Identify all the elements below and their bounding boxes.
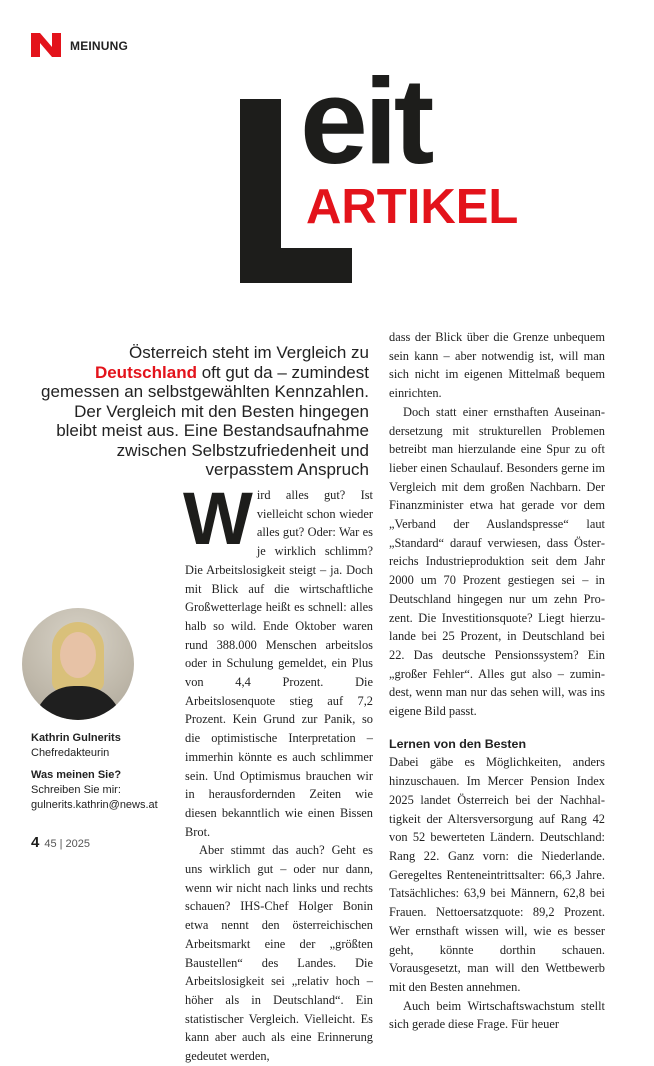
title-part1: eit — [300, 53, 431, 189]
title-letter-l-bar — [240, 248, 352, 283]
issue-number: 45 | 2025 — [44, 838, 91, 850]
author-photo — [22, 608, 134, 720]
author-name: Kathrin Gulnerits — [31, 732, 121, 744]
paragraph — [183, 477, 373, 841]
article-column-2 — [389, 328, 605, 1034]
article-column-1 — [183, 477, 373, 1066]
paragraph: Doch statt einer ernsthaften Auseinandersetzung mit strukturellen Problemen betreibt man hierzulande eine Spur zu oft lieber einen Schaulauf. Besonders gerne im Vergleich mit dem großen Nachbarn. Der Finanzminister etwa hat gerade vor dem „Verband der Auslandspresse“ laut „Standard“ darauf verwiesen, dass Österreichs Industrieproduktion seit dem Jahr 2000 um 70 Prozent gestiegen sei – in Deutschland hingegen nur um zehn Prozent. Die Investitionsquote? Liegt hierzulande bei 25 Prozent, in Deutschland bei 22. Das deutsche Pensionssystem? Ein „großer Fehler“. Alles gut also – zumindest, wenn man nur das sehen will, was ins eigene Bild passt. — [389, 404, 605, 719]
intro-lead — [30, 343, 369, 480]
reader-cta — [31, 768, 158, 813]
intro-highlight: Deutschland — [94, 362, 197, 382]
paragraph: Dabei gäbe es Möglichkeiten, anders hinzuschauen. Im Mercer Pension Index 2025 landet Österreich bei der Nachhaltigkeit der Altersversorgung auf Rang 42 von 52 bewerteten Ländern. Deutschland: Rang 22. Ganz vorn: die Niederlande. Geregeltes Renteneintrittsalter: 66,3 Jahre. Tatsächliches: 63,9 bei Männern, 62,8 bei Frauen. Nettoersatzquote: 89,2 Prozent. Wer ernsthaft wissen will, wie es besser geht, könnte dorthin schauen. Vorausgesetzt, man will den Wettbewerb mit den Besten annehmen. — [389, 755, 605, 994]
intro-text: Österreich steht im Vergleich zu — [129, 343, 369, 362]
author-email-link[interactable]: gulnerits.kathrin@news.at — [31, 799, 158, 811]
paragraph: dass der Blick über die Grenze unbequem sein kann – aber notwendig ist, will man sich nicht im eigenen Mittelmaß bequem einrichten. — [389, 330, 605, 401]
news-logo — [31, 33, 61, 57]
paragraph-text: ird alles gut? Ist vielleicht schon wieder alles gut? Oder: War es je wirklich schlimm? Die Arbeitslosigkeit steigt – ja. Doch mit Blick auf die wirtschaftliche Großwetterlage heißt es schnell: alles halb so wild. Ende Oktober waren rund 388.000 Menschen arbeitslos oder in Schulung gemeldet, ein Plus von 4,4 Prozent. Die Arbeitslosenquote stieg auf 7,2 Prozent. Kein Grund zur Panik, so die optimistische Interpretation – immerhin könnte es auch schlimmer sein. Und Optimismus brauchen wir in herausfordernden Zeiten wie diesen bekanntlich wie einen Bissen Brot. — [185, 488, 373, 839]
cta-text: Schreiben Sie mir: — [31, 784, 121, 796]
paragraph: Auch beim Wirtschaftswachstum stellt sich gerade diese Frage. Für heuer — [389, 998, 605, 1032]
paragraph: Aber stimmt das auch? Geht es uns wirklich gut – oder nur dann, wenn wir nicht nach links und rechts schauen? IHS-Chef Holger Bonin etwa nennt den österreichischen Arbeitsmarkt eine der „größten Baustellen“ des Landes. Die Arbeitslosigkeit sei „relativ hoch – höher als in Deutschland“. Ein statistischer Vergleich. Vielleicht. Es kann aber auch als eine Erinnerung gedeutet werden, — [185, 843, 373, 1064]
page-folio — [31, 834, 90, 851]
author-info — [31, 731, 121, 761]
author-role: Chefredakteurin — [31, 747, 110, 759]
cta-title: Was meinen Sie? — [31, 769, 122, 781]
drop-cap: W — [183, 477, 253, 560]
title-part2: ARTIKEL — [306, 180, 519, 234]
subheading: Lernen von den Besten — [389, 736, 527, 751]
intro-text: oft gut da – zumindest gemessen an selbstgewählten Kennzahlen. Der Vergleich mit den Besten hingegen bleibt meist aus. Eine Bestandsaufnahme zwischen Selbstzufriedenheit und verpasstem Anspruch — [41, 362, 369, 479]
section-label: MEINUNG — [70, 39, 129, 53]
page-number: 4 — [31, 834, 40, 851]
